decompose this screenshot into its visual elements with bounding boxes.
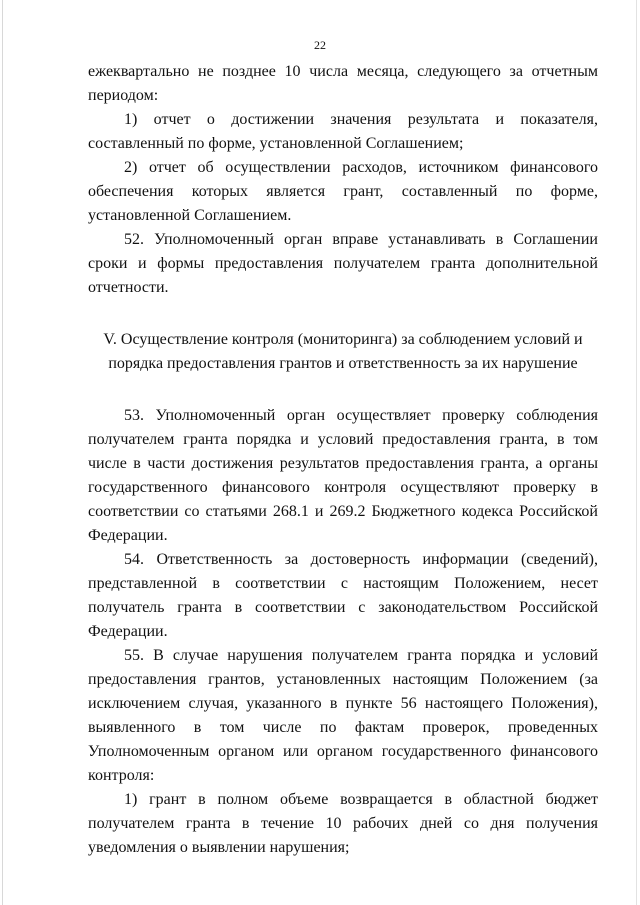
- paragraph-item-1: 1) отчет о достижении значения результата и показателя, составленный по форме, установленной Соглашением;: [88, 111, 598, 152]
- paragraph-55: 55. В случае нарушения получателем гранта порядка и условий предоставления грантов, установленных настоящим Положением (за исключением случая, указанного в пункте 56 настоящего Положения), выявленного в том числе по фактам проверок, проведенных Уполномоченным органом или органом государственного финансового контроля:: [88, 647, 598, 784]
- document-body: [88, 60, 598, 860]
- scan-edge-left: [2, 0, 3, 905]
- paragraph-54: 54. Ответственность за достоверность информации (сведений), представленной в соответствии с настоящим Положением, несет получатель гранта в соответствии с законодательством Российской Федерации.: [88, 551, 598, 640]
- section-heading: [88, 328, 598, 376]
- page-number: 22: [314, 38, 326, 52]
- paragraph-52: 52. Уполномоченный орган вправе устанавливать в Соглашении сроки и формы предоставления получателем гранта дополнительной отчетности.: [88, 231, 598, 296]
- section-heading-line-1: V. Осуществление контроля (мониторинга) за соблюдением условий и: [103, 331, 583, 348]
- paragraph-item-2: 2) отчет об осуществлении расходов, источником финансового обеспечения которых является грант, составленный по форме, установленной Соглашением.: [88, 159, 598, 224]
- paragraph-continuation: ежеквартально не позднее 10 числа месяца, следующего за отчетным периодом:: [88, 63, 598, 104]
- paragraph-55-item-1: 1) грант в полном объеме возвращается в областной бюджет получателем гранта в течение 10 рабочих дней со дня получения уведомления о выявлении нарушения;: [88, 791, 598, 856]
- section-heading-line-2: порядка предоставления грантов и ответственность за их нарушение: [108, 355, 578, 372]
- scan-edge-right: [636, 0, 637, 905]
- paragraph-53: 53. Уполномоченный орган осуществляет проверку соблюдения получателем гранта порядка и условий предоставления гранта, в том числе в части достижения результатов предоставления гранта, а органы государственного финансового контроля осуществляют проверку в соответствии со статьями 268.1 и 269.2 Бюджетного кодекса Российской Федерации.: [88, 407, 598, 544]
